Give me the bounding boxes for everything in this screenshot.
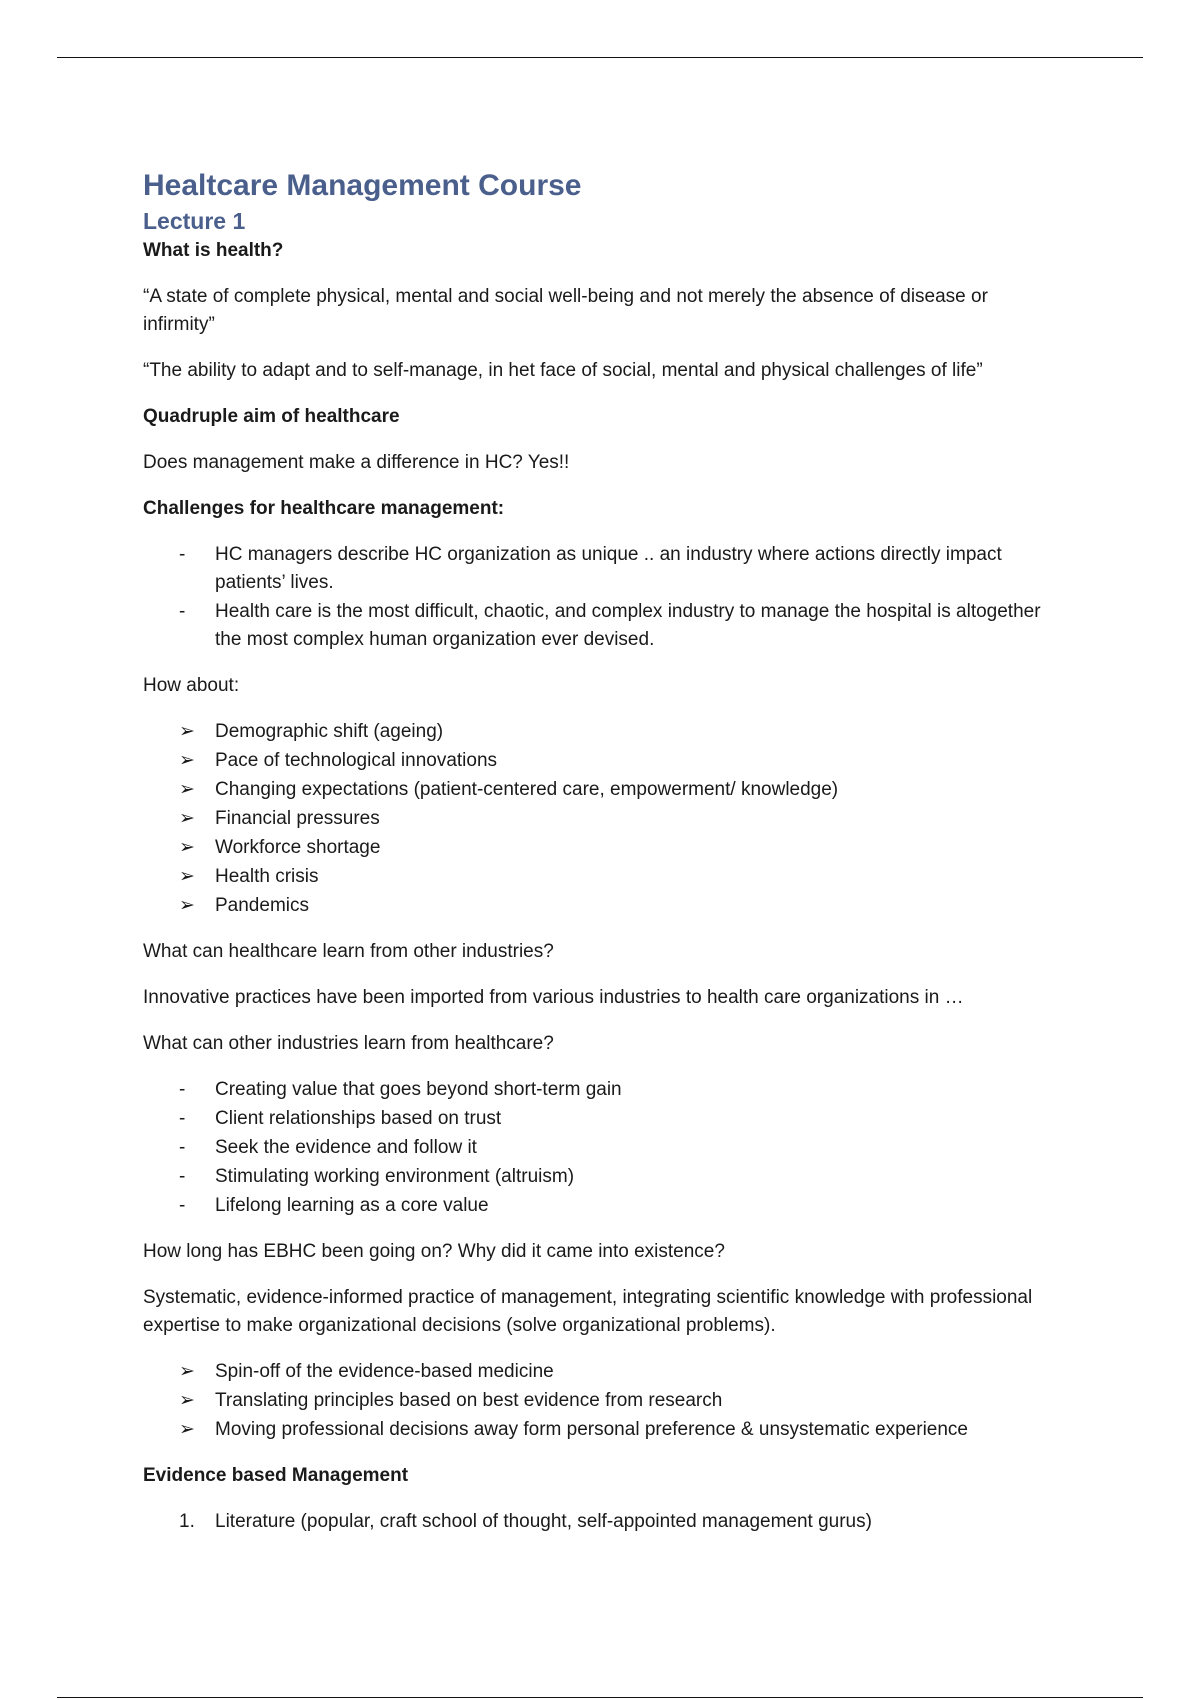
how-about-list bbox=[143, 718, 1063, 920]
header-rule bbox=[57, 57, 1143, 58]
challenges-heading: Challenges for healthcare management: bbox=[143, 498, 505, 519]
arrow-bullet-icon: ➢ bbox=[179, 1361, 195, 1382]
learn-from-other-industries-text: What can healthcare learn from other industries? bbox=[143, 941, 554, 962]
list-item-text: Pandemics bbox=[215, 895, 309, 916]
how-about-text: How about: bbox=[143, 675, 240, 696]
list-item-text: Client relationships based on trust bbox=[215, 1108, 502, 1129]
list-item-text: Moving professional decisions away form personal preference & unsystematic experience bbox=[215, 1419, 968, 1440]
list-item bbox=[143, 834, 1063, 862]
arrow-bullet-icon: ➢ bbox=[179, 866, 195, 887]
arrow-bullet-icon: ➢ bbox=[179, 750, 195, 771]
other-industries-list bbox=[143, 1076, 1063, 1220]
management-difference-text: Does management make a difference in HC? Yes!! bbox=[143, 452, 570, 473]
list-item-text: Spin-off of the evidence-based medicine bbox=[215, 1361, 554, 1382]
arrow-bullet-icon: ➢ bbox=[179, 1419, 195, 1440]
ebhc-list bbox=[143, 1358, 1063, 1444]
list-item bbox=[143, 718, 1063, 746]
list-item-text: Lifelong learning as a core value bbox=[215, 1195, 489, 1216]
list-item bbox=[143, 1134, 1063, 1162]
footer-rule bbox=[57, 1697, 1143, 1698]
arrow-bullet-icon: ➢ bbox=[179, 837, 195, 858]
list-item bbox=[143, 863, 1063, 891]
health-definition-quote-1: “A state of complete physical, mental and social well-being and not merely the absence of disease or infirmity” bbox=[143, 286, 988, 335]
list-item-text: Demographic shift (ageing) bbox=[215, 721, 444, 742]
list-item bbox=[143, 541, 1063, 597]
list-item-text: Changing expectations (patient-centered care, empowerment/ knowledge) bbox=[215, 779, 839, 800]
list-item-text: Stimulating working environment (altruism) bbox=[215, 1166, 575, 1187]
list-item-text: Health crisis bbox=[215, 866, 319, 887]
dash-bullet: - bbox=[179, 1108, 186, 1129]
list-item bbox=[143, 1076, 1063, 1104]
number-marker: 1. bbox=[179, 1511, 195, 1532]
evidence-based-management-heading: Evidence based Management bbox=[143, 1465, 409, 1486]
list-item bbox=[143, 1163, 1063, 1191]
list-item bbox=[143, 598, 1063, 654]
list-item bbox=[143, 1105, 1063, 1133]
arrow-bullet-icon: ➢ bbox=[179, 779, 195, 800]
document-body bbox=[143, 168, 1063, 1536]
ebm-numbered-list bbox=[143, 1508, 1063, 1536]
challenges-list bbox=[143, 541, 1063, 654]
arrow-bullet-icon: ➢ bbox=[179, 721, 195, 742]
list-item-text: HC managers describe HC organization as unique .. an industry where actions directly impact patients’ lives. bbox=[215, 544, 1002, 593]
list-item-text: Literature (popular, craft school of thought, self-appointed management gurus) bbox=[215, 1511, 872, 1532]
dash-bullet: - bbox=[179, 1137, 186, 1158]
dash-bullet: - bbox=[179, 1166, 186, 1187]
list-item bbox=[143, 1508, 1063, 1536]
ebhc-question-text: How long has EBHC been going on? Why did it came into existence? bbox=[143, 1241, 725, 1262]
dash-bullet: - bbox=[179, 1195, 186, 1216]
list-item bbox=[143, 776, 1063, 804]
list-item-text: Creating value that goes beyond short-term gain bbox=[215, 1079, 622, 1100]
innovative-practices-text: Innovative practices have been imported from various industries to health care organizations in … bbox=[143, 987, 964, 1008]
list-item bbox=[143, 1358, 1063, 1386]
document-title: Healtcare Management Course bbox=[143, 169, 582, 202]
list-item-text: Financial pressures bbox=[215, 808, 380, 829]
list-item-text: Workforce shortage bbox=[215, 837, 381, 858]
arrow-bullet-icon: ➢ bbox=[179, 808, 195, 829]
what-is-health-heading: What is health? bbox=[143, 240, 284, 261]
dash-bullet: - bbox=[179, 544, 186, 565]
list-item-text: Translating principles based on best evidence from research bbox=[215, 1390, 723, 1411]
list-item-text: Seek the evidence and follow it bbox=[215, 1137, 477, 1158]
health-definition-quote-2: “The ability to adapt and to self-manage, in het face of social, mental and physical challenges of life” bbox=[143, 360, 983, 381]
dash-bullet: - bbox=[179, 601, 186, 622]
list-item bbox=[143, 892, 1063, 920]
lecture-heading: Lecture 1 bbox=[143, 208, 246, 234]
list-item-text: Health care is the most difficult, chaotic, and complex industry to manage the hospital is altogether the most complex human organization ever devised. bbox=[215, 601, 1041, 650]
list-item bbox=[143, 1192, 1063, 1220]
quadruple-aim-heading: Quadruple aim of healthcare bbox=[143, 406, 400, 427]
arrow-bullet-icon: ➢ bbox=[179, 1390, 195, 1411]
list-item bbox=[143, 1387, 1063, 1415]
list-item bbox=[143, 747, 1063, 775]
arrow-bullet-icon: ➢ bbox=[179, 895, 195, 916]
systematic-practice-text: Systematic, evidence-informed practice of management, integrating scientific knowledge with professional expertise to make organizational decisions (solve organizational problems). bbox=[143, 1287, 1033, 1336]
dash-bullet: - bbox=[179, 1079, 186, 1100]
list-item bbox=[143, 1416, 1063, 1444]
other-industries-learn-text: What can other industries learn from healthcare? bbox=[143, 1033, 554, 1054]
list-item bbox=[143, 805, 1063, 833]
list-item-text: Pace of technological innovations bbox=[215, 750, 498, 771]
